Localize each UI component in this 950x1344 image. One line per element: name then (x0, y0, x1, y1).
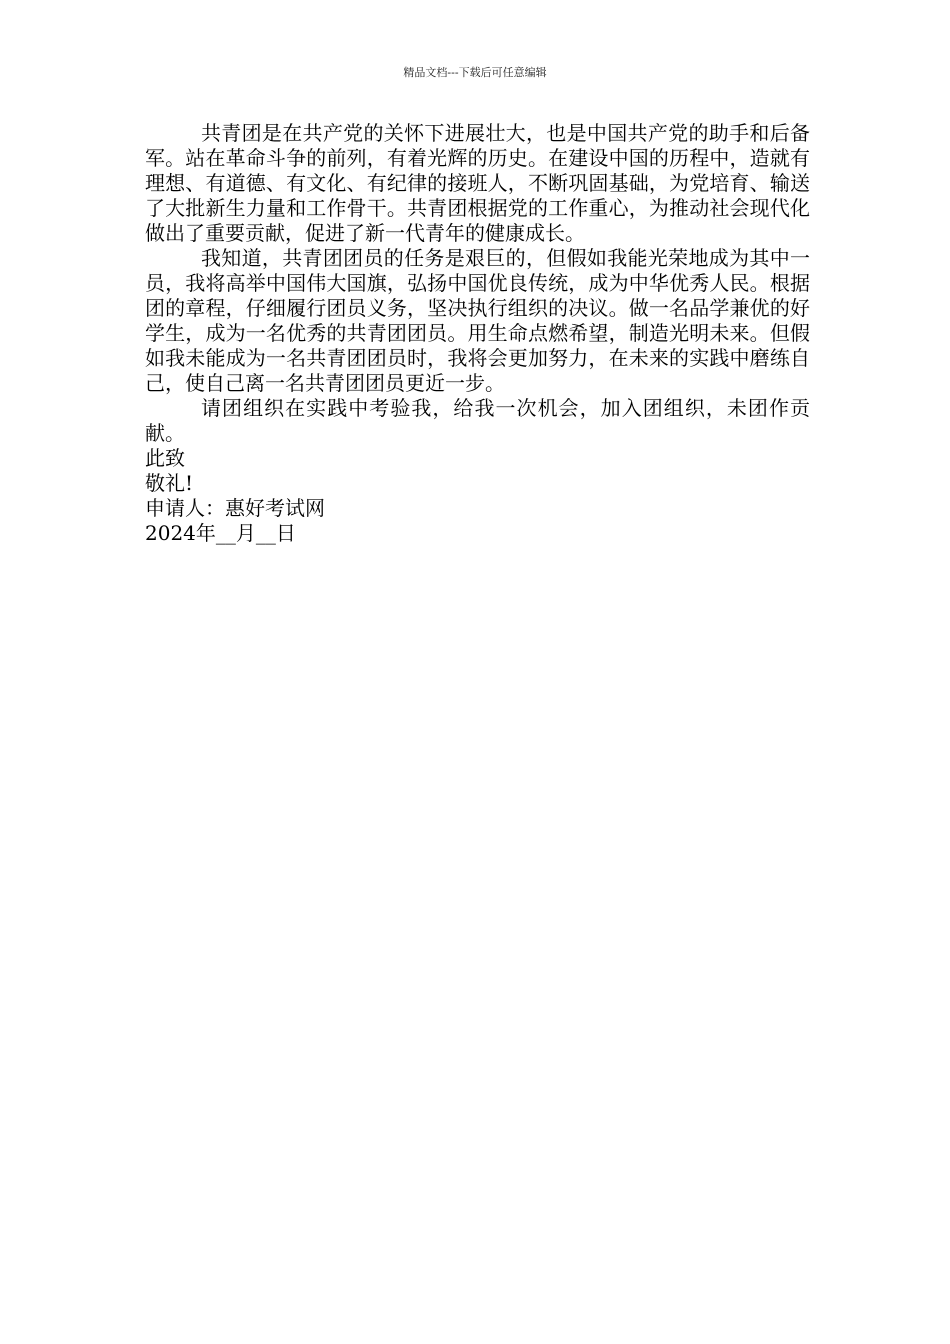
page-header: 精品文档---下载后可任意编辑 (403, 66, 547, 79)
salute-line: 敬礼! (145, 471, 194, 495)
paragraph-1: 共青团是在共产党的关怀下进展壮大，也是中国共产党的助手和后备军。站在革命斗争的前列，有着光辉的历史。在建设中国的历程中，造就有理想、有道德、有文化、有纪律的接班人，不断巩固基础，为党培育、输送了大批新生力量和工作骨干。共青团根据党的工作重心，为推动社会现代化做出了重要贡献，促进了新一代青年的健康成长。 (145, 121, 810, 245)
document-body (145, 121, 810, 546)
closing-line: 此致 (145, 446, 185, 470)
paragraph-3: 请团组织在实践中考验我，给我一次机会，加入团组织，未团作贡献。 (145, 396, 810, 445)
paragraph-2: 我知道，共青团团员的任务是艰巨的，但假如我能光荣地成为其中一员，我将高举中国伟大国旗，弘扬中国优良传统，成为中华优秀人民。根据团的章程，仔细履行团员义务，坚决执行组织的决议。做一名品学兼优的好学生，成为一名优秀的共青团团员。用生命点燃希望，制造光明未来。但假如我未能成为一名共青团团员时，我将会更加努力，在未来的实践中磨练自己，使自己离一名共青团团员更近一步。 (145, 246, 810, 395)
date-line: 2024年__月__日 (145, 521, 296, 545)
applicant-line: 申请人：惠好考试网 (145, 496, 325, 520)
